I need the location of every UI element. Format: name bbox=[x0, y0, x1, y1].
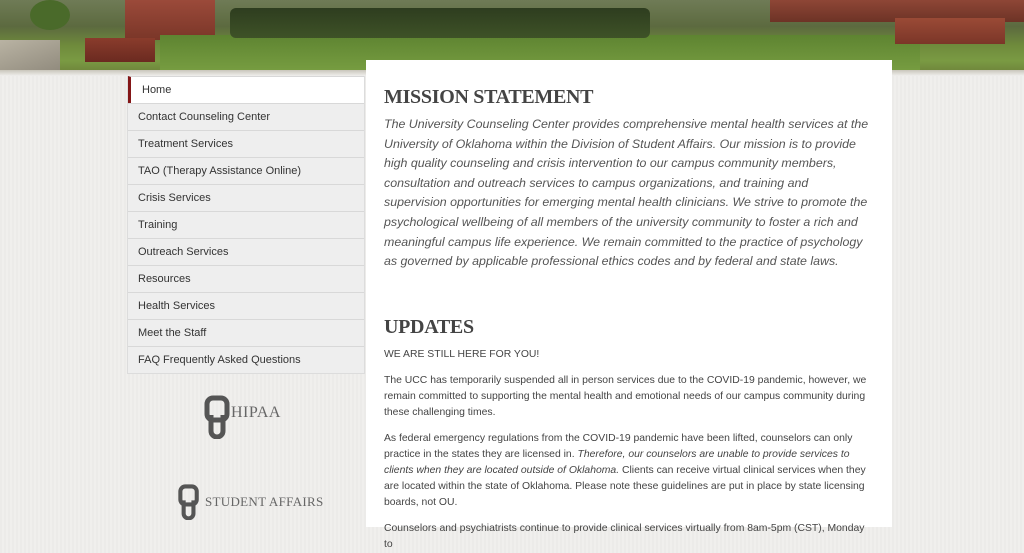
licensing-text-start: As federal emergency regulations from the COVID-19 pandemic have been lifted, counselors can only practice in the states they are licensed in. bbox=[384, 432, 853, 460]
sidebar-item-meet-the-staff[interactable]: Meet the Staff bbox=[128, 319, 364, 346]
sidebar-item-tao[interactable]: TAO (Therapy Assistance Online) bbox=[128, 157, 364, 184]
mission-statement-heading: MISSION STATEMENT bbox=[384, 86, 594, 108]
sidebar-item-treatment-services[interactable]: Treatment Services bbox=[128, 130, 364, 157]
sidebar-item-outreach-services[interactable]: Outreach Services bbox=[128, 238, 364, 265]
sidebar-item-resources[interactable]: Resources bbox=[128, 265, 364, 292]
ou-logo-icon bbox=[203, 395, 227, 431]
sidebar-item-faq[interactable]: FAQ Frequently Asked Questions bbox=[128, 346, 364, 373]
student-affairs-logo-text: STUDENT AFFAIRS bbox=[205, 494, 324, 509]
updates-heading: UPDATES bbox=[384, 315, 474, 338]
sidebar-item-home[interactable]: Home bbox=[128, 76, 364, 103]
sidebar-item-crisis-services[interactable]: Crisis Services bbox=[128, 184, 364, 211]
ou-logo-icon bbox=[177, 484, 201, 520]
licensing-text bbox=[384, 431, 874, 511]
sidebar-item-contact[interactable]: Contact Counseling Center bbox=[128, 103, 364, 130]
sidebar-nav bbox=[127, 76, 365, 374]
covid-suspension-text: The UCC has temporarily suspended all in person services due to the COVID-19 pandemic, however, we remain committed to supporting the mental health and emotional needs of our campus community during these challenging times. bbox=[384, 374, 867, 418]
virtual-services-text: Counselors and psychiatrists continue to provide clinical services virtually from 8am-5pm (CST), Monday to bbox=[384, 522, 865, 550]
licensing-text-italic: Therefore, our counselors are unable to provide services to clients when they are located outside of Oklahoma. bbox=[384, 448, 850, 476]
hipaa-logo-text: HIPAA bbox=[231, 404, 281, 421]
sidebar bbox=[127, 76, 365, 374]
sidebar-item-health-services[interactable]: Health Services bbox=[128, 292, 364, 319]
hipaa-logo-link[interactable] bbox=[203, 395, 281, 431]
licensing-text-end: Clients can receive virtual clinical services when they are located within the state of Oklahoma. Please note these guidelines are put in place by state licensing boards, not OU. bbox=[384, 464, 866, 508]
main-content bbox=[366, 60, 892, 550]
sidebar-item-training[interactable]: Training bbox=[128, 211, 364, 238]
student-affairs-logo-link[interactable] bbox=[177, 484, 324, 520]
mission-statement-text: The University Counseling Center provides comprehensive mental health services at the University of Oklahoma within the Division of Student Affairs. Our mission is to provide high quality counseling and crisis intervention to our campus community members, consultation and outreach services to campus organizations, and training and supervision opportunities for emerging mental health clinicians. We strive to promote the psychological wellbeing of all members of the university community to foster a rich and meaningful campus life experience. We remain committed to the practice of psychology as governed by applicable professional ethics codes and by federal and state laws. bbox=[384, 117, 869, 269]
still-here-text: WE ARE STILL HERE FOR YOU! bbox=[384, 348, 540, 360]
